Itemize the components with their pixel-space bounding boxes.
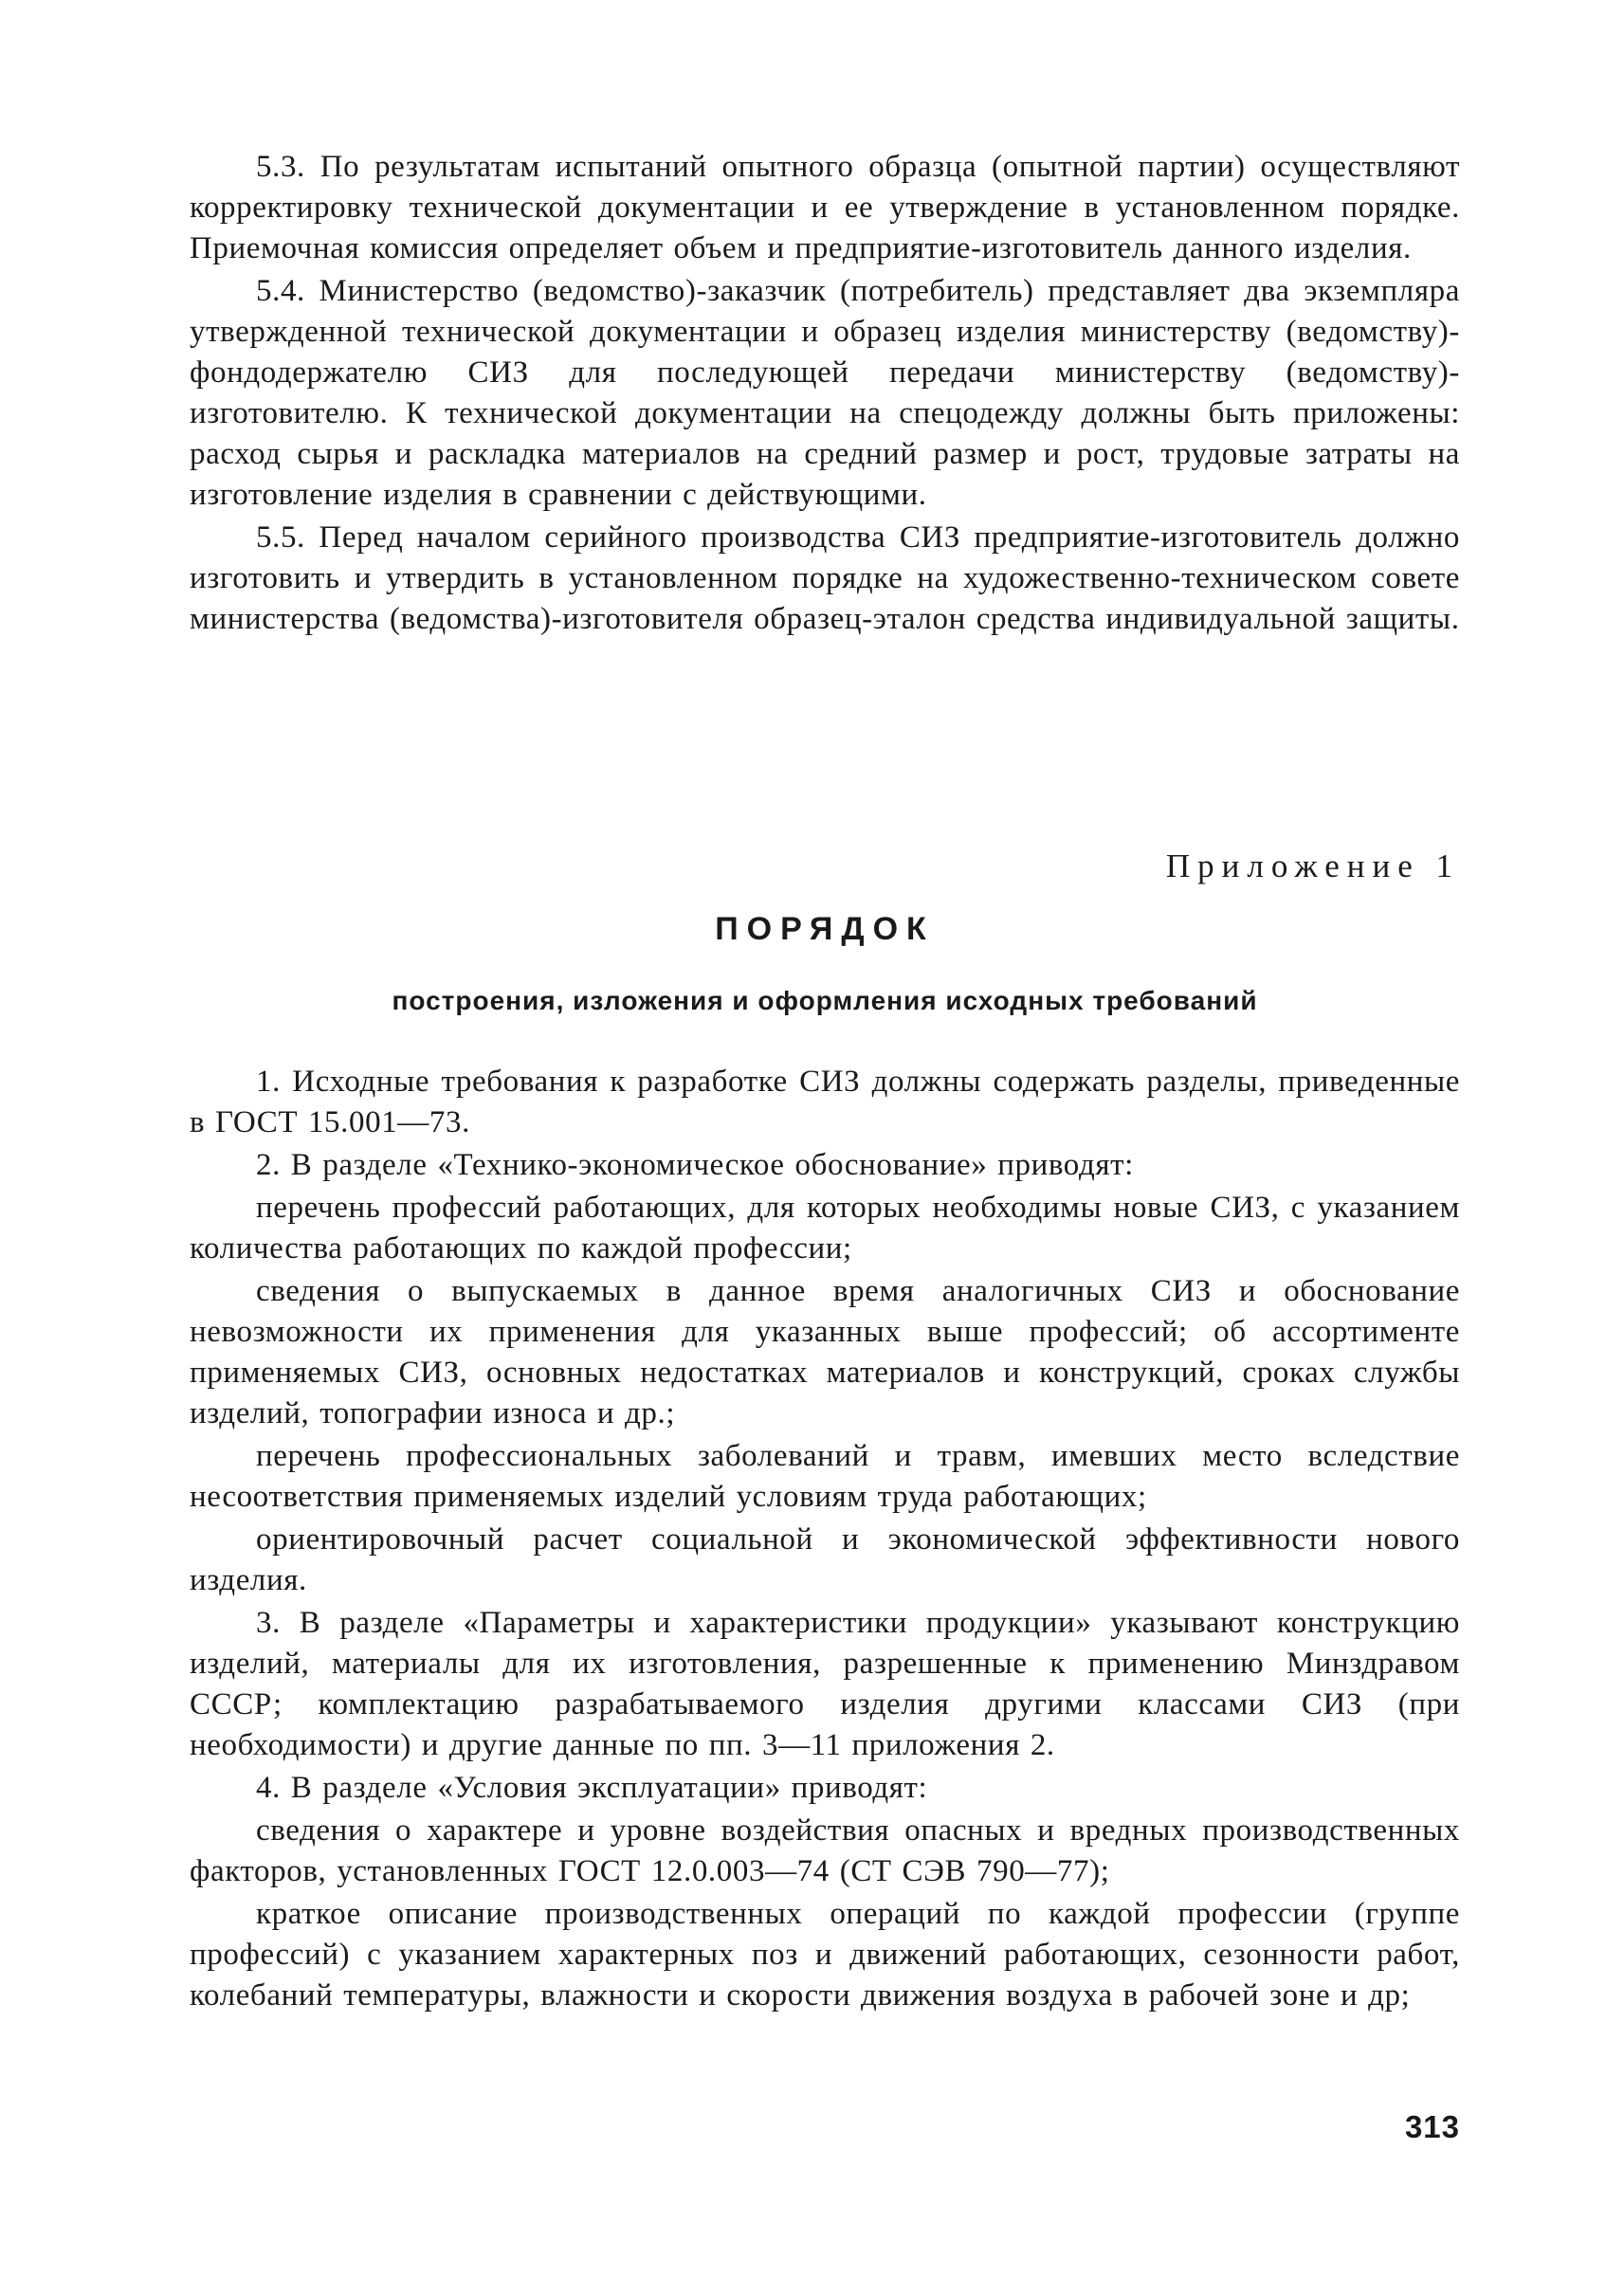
- appendix-paragraph-1: 1. Исходные требования к разработке СИЗ должны содержать разделы, приведенные в ГОСТ 15.001—73.: [190, 1065, 1460, 1139]
- appendix-paragraph-2-item-1: перечень профессий работающих, для которых необходимы новые СИЗ, с указанием количества работающих по каждой профессии;: [190, 1191, 1460, 1266]
- appendix-paragraph-2-item-2: сведения о выпускаемых в данное время аналогичных СИЗ и обоснование невозможности их применения для указанных выше профессий; об ассортименте применяемых СИЗ, основных недостатках материалов и конструкций, сроках службы изделий, топографии износа и др.;: [190, 1274, 1460, 1430]
- page-number: 313: [1404, 2109, 1460, 2144]
- appendix-1: [190, 846, 1460, 2016]
- appendix-paragraph-2-item-4: ориентировочный расчет социальной и экономической эффективности нового изделия.: [190, 1522, 1460, 1597]
- appendix-paragraph-2: 2. В разделе «Технико-экономическое обоснование» приводят:: [256, 1148, 1134, 1182]
- paragraph-5-5: 5.5. Перед началом серийного производства СИЗ предприятие-изготовитель должно изготовить и утвердить в установленном порядке на художественно-техническом совете министерства (ведомства)-изготовителя образец-эталон средства индивидуальной защиты.: [190, 520, 1460, 636]
- appendix-paragraph-4-item-2: краткое описание производственных операций по каждой профессии (группе профессий) с указанием характерных поз и движений работающих, сезонности работ, колебаний температуры, влажности и скорости движения воздуха в рабочей зоне и др;: [190, 1897, 1460, 2013]
- paragraph-5-4: 5.4. Министерство (ведомство)-заказчик (потребитель) представляет два экземпляра утвержденной технической документации и образец изделия министерству (ведомству)-фондодержателю СИЗ для последующей передачи министерству (ведомству)-изготовителю. К технической документации на спецодежду должны быть приложены: расход сырья и раскладка материалов на средний размер и рост, трудовые затраты на изготовление изделия в сравнении с действующими.: [190, 274, 1460, 512]
- appendix-title: ПОРЯДОК: [715, 911, 935, 947]
- appendix-paragraph-4: 4. В разделе «Условия эксплуатации» приводят:: [256, 1771, 928, 1805]
- section-5-text: [190, 147, 1460, 640]
- appendix-paragraph-2-item-3: перечень профессиональных заболеваний и травм, имевших место вследствие несоответствия применяемых изделий условиям труда работающих;: [190, 1439, 1460, 1514]
- appendix-label: Приложение 1: [1165, 847, 1460, 884]
- appendix-paragraph-4-item-1: сведения о характере и уровне воздействия опасных и вредных производственных факторов, установленных ГОСТ 12.0.003—74 (СТ СЭВ 790—77);: [190, 1813, 1460, 1888]
- appendix-subtitle: построения, изложения и оформления исходных требований: [392, 986, 1258, 1015]
- paragraph-5-3: 5.3. По результатам испытаний опытного образца (опытной партии) осуществляют корректировку технической документации и ее утверждение в установленном порядке. Приемочная комиссия определяет объем и предприятие-изготовитель данного изделия.: [190, 150, 1460, 265]
- appendix-paragraph-3: 3. В разделе «Параметры и характеристики продукции» указывают конструкцию изделий, материалы для их изготовления, разрешенные к применению Минздравом СССР; комплектацию разрабатываемого изделия другими классами СИЗ (при необходимости) и другие данные по пп. 3—11 приложения 2.: [190, 1606, 1460, 1762]
